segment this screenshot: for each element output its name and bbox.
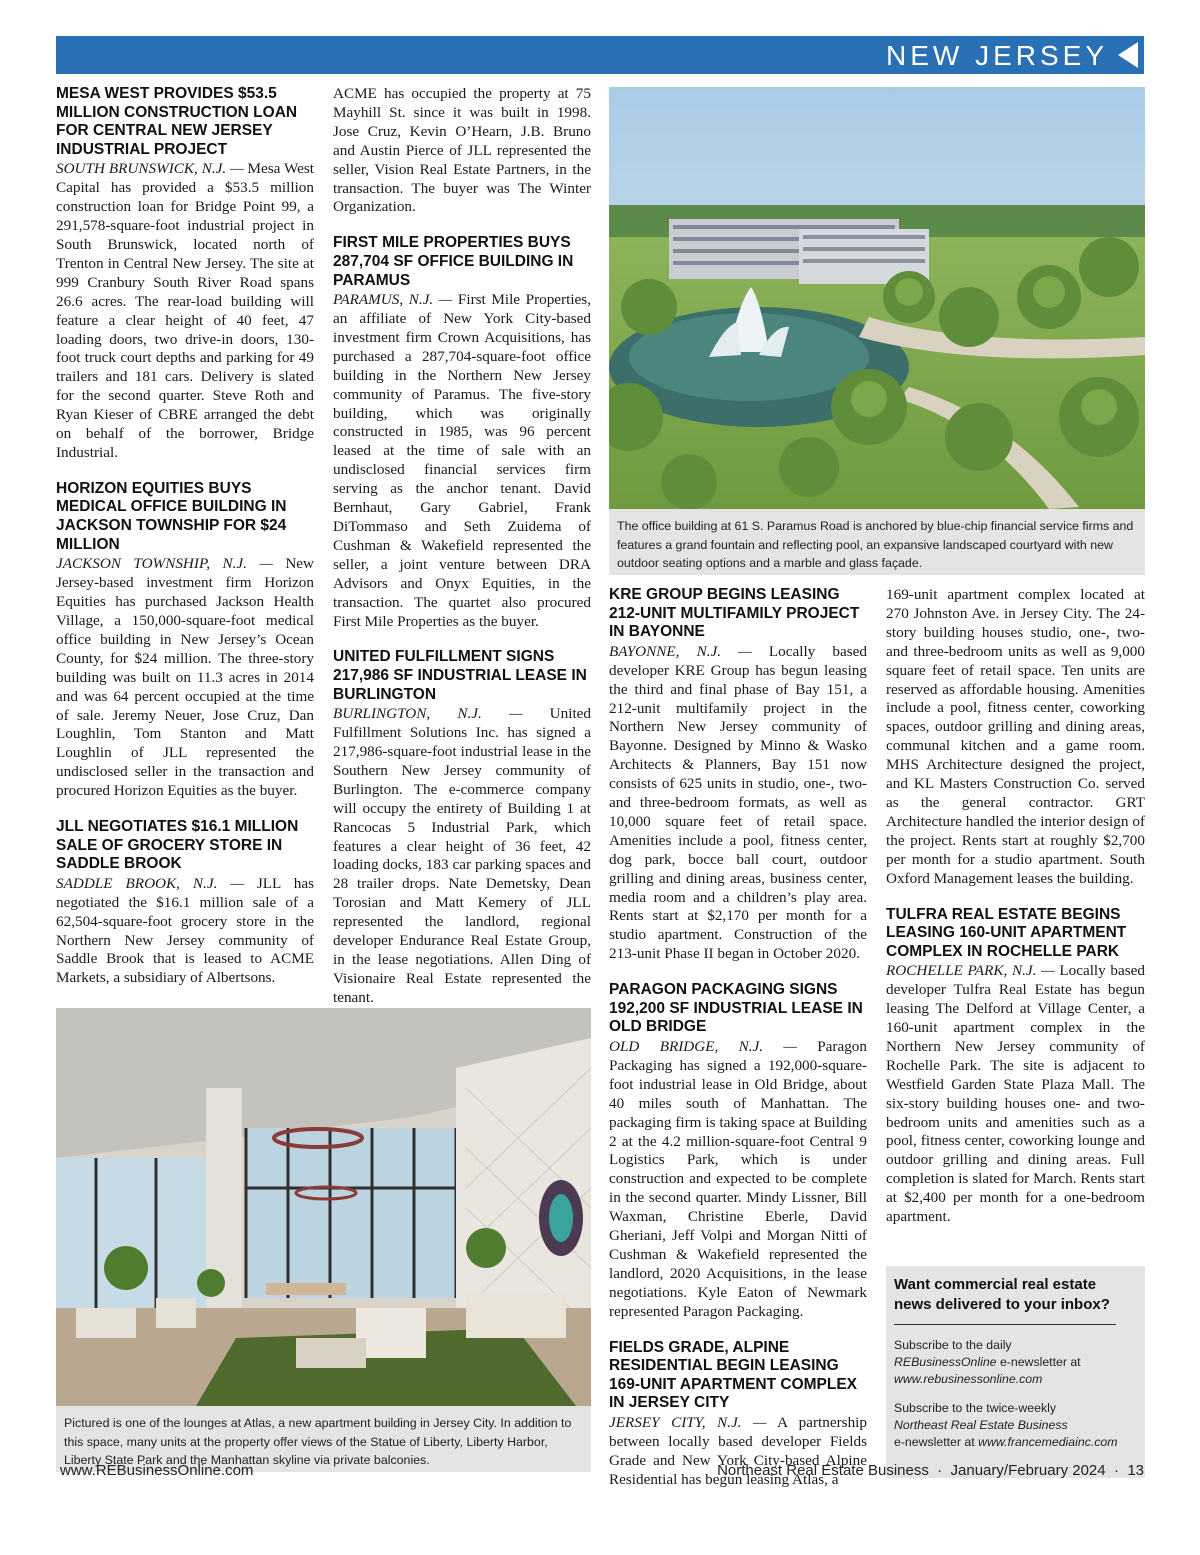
footer-separator: · [1109,1462,1124,1479]
article-united-fulfillment [333,648,591,1007]
article-text: 169-unit apartment complex located at 270 Johnston Ave. in Jersey City. The 24-story building houses studio, one-, two- and three-bedroom units as well as 9,000 square feet of retail space. Ten units are reserved as affordable housing. Amenities include a pool, fitness center, coworking spaces, outdoor grilling and dining areas, communal kitchen and a game room. MHS Architecture designed the project, and KL Masters Construction Co. served as the general contractor. GRT Architecture handled the interior design of the project. Rents start at roughly $2,700 per month for a studio apartment. South Oxford Management leases the building. [886,586,1145,887]
article-kre-group [609,586,867,964]
article-text: ACME has occupied the property at 75 Mayhill St. since it was built in 1998. Jose Cruz, Kevin O’Hearn, J.B. Bruno and Austin Pierce of JLL represented the seller, Vision Real Estate Partners, in the transaction. The buyer was The Winter Organization. [333,85,591,216]
footer-publication: Northeast Real Estate Business [717,1462,929,1479]
article-headline: JLL NEGOTIATES $16.1 MILLION SALE OF GROCERY STORE IN SADDLE BROOK [56,818,299,873]
left-arrow-icon [1118,42,1138,68]
article-dateline: JACKSON TOWNSHIP, N.J. — [56,555,273,573]
article-text: Paragon Packaging has signed a 192,000-square-foot industrial lease in Old Bridge, about 40 miles south of Manhattan. The packaging firm is taking space at Building 2 at the 4.2 million-square-foot Central 9 Logistics Park, which is under construction and expected to be complete in the second quarter. Mindy Lissner, Bill Waxman, Christine Eberle, David Gheriani, Jeff Volpi and Morgan Nitti of Cushman & Wakefield represented the landlord, 2020 Acquisitions, in the lease negotiations. Kyle Eaton of Newmark represented Paragon Packaging. [609,1037,867,1320]
article-body [56,160,314,463]
promo-weekly-intro: Subscribe to the twice-weekly [894,1401,1056,1415]
lounge-photo [56,1008,591,1406]
article-text: Locally based developer Tulfra Real Estate has begun leasing The Delford at Village Center, a 160-unit apartment complex in the Northern New Jersey community of Rochelle Park. The site is adjacent to Westfield Garden State Plaza Mall. The six-story building houses one- and two-bedroom units and amenities such as a pool, fitness center, coworking lounge and outdoor grilling and dining areas. Full completion is slated for March. Rents start at $2,400 per month for a one-bedroom apartment. [886,962,1146,1226]
column-2 [333,85,591,1025]
article-body [333,291,591,631]
article-headline: UNITED FULFILLMENT SIGNS 217,986 SF INDUSTRIAL LEASE IN BURLINGTON [333,648,587,703]
column-1 [56,85,314,1005]
article-dateline: BAYONNE, N.J. — [609,642,752,660]
article-first-mile [333,234,591,631]
article-headline: HORIZON EQUITIES BUYS MEDICAL OFFICE BUILDING IN JACKSON TOWNSHIP FOR $24 MILLION [56,479,287,553]
article-headline: FIRST MILE PROPERTIES BUYS 287,704 SF OFFICE BUILDING IN PARAMUS [333,234,574,289]
article-text: A partnership between locally based developer Fields Grade and New York City-based Alpine Residential has begun leasing Atlas, a [609,1413,867,1488]
article-text: Mesa West Capital has provided a $53.5 million construction loan for Bridge Point 99, a 291,578-square-foot industrial project in South Brunswick, located north of Trenton in Central New Jersey. The site at 999 Cranbury South River Road spans 26.6 acres. The rear-load building will feature a clear height of 40 feet, 47 loading doors, two drive-in doors, 130-foot truck court depths and parking for 49 trailers and 181 cars. Delivery is slated for the second quarter. Steve Roth and Ryan Kieser of CBRE arranged the debt on behalf of the borrower, Bridge Industrial. [56,160,314,461]
article-headline: TULFRA REAL ESTATE BEGINS LEASING 160-UNIT APARTMENT COMPLEX IN ROCHELLE PARK [886,905,1127,960]
footer-separator: · [933,1462,947,1479]
footer-website[interactable]: www.REBusinessOnline.com [60,1462,254,1479]
article-mesa-west [56,85,314,463]
article-body [886,962,1145,1227]
article-continued [333,85,591,217]
article-continued [886,586,1145,889]
promo-daily [894,1337,1135,1388]
footer-meta [717,1462,1144,1479]
article-text: First Mile Properties, an affiliate of New York City-based investment firm Crown Acquisitions, has purchased a 287,704-square-foot office building in the Northern New Jersey community of Paramus. The five-story building, which was originally constructed in 1985, was 96 percent leased at the time of sale with an undisclosed financial services firm serving as the anchor tenant. David Bernhaut, Gary Gabriel, Frank DiTommaso and Seth Zuidema of Cushman & Wakefield represented the seller, a joint venture between DRA Advisors and Onyx Equities, in the transaction. The quartet also procured First Mile Properties as the buyer. [333,291,591,630]
promo-daily-link[interactable]: www.rebusinessonline.com [894,1372,1043,1386]
article-headline: MESA WEST PROVIDES $53.5 MILLION CONSTRUCTION LOAN FOR CENTRAL NEW JERSEY INDUSTRIAL PROJECT [56,85,298,158]
article-text: Locally based developer KRE Group has begun leasing the third and final phase of Bay 151, a 212-unit multifamily project in the Northern New Jersey community of Bayonne. Designed by Minno & Wasko Architects & Planners, Bay 151 now consists of 625 units in studio, one-, two- and three-bedroom formats, as well as 10,000 square feet of retail space. Amenities include a pool, fitness center, dog park, bocce ball court, outdoor grilling and dining areas, business center, media room and a children’s play area. Rents start at $2,170 per month for a studio apartment. Construction of the 213-unit Phase II began in October 2020. [609,642,868,963]
promo-weekly-mid: e-newsletter at [894,1435,979,1449]
article-text: United Fulfillment Solutions Inc. has signed a 217,986-square-foot industrial lease in the Southern New Jersey community of Burlington. The e-commerce company will occupy the entirety of Building 1 at Rancocas 5 Industrial Park, which features a clear height of 36 feet, 42 loading docks, 183 car parking spaces and 28 trailer drops. Nate Demetsky, Dean Torosian and Matt Kemery of JLL represented the landlord, regional developer Endurance Real Estate Group, in the lease negotiations. Allen Ding of Visionaire Real Estate represented the tenant. [333,705,591,1006]
article-body [56,555,314,801]
article-body [56,875,314,988]
article-dateline: SOUTH BRUNSWICK, N.J. — [56,160,244,178]
section-title: NEW JERSEY [885,40,1108,71]
article-headline: KRE GROUP BEGINS LEASING 212-UNIT MULTIFAMILY PROJECT IN BAYONNE [609,586,860,641]
article-headline: PARAGON PACKAGING SIGNS 192,200 SF INDUSTRIAL LEASE IN OLD BRIDGE [609,981,863,1036]
article-text: JLL has negotiated the $16.1 million sale of a 62,504-square-foot grocery store in the Northern New Jersey community of Saddle Brook that is leased to ACME Markets, a subsidiary of Albertsons. [56,874,314,987]
article-body [609,1038,867,1322]
footer-page-number: 13 [1127,1462,1144,1479]
article-tulfra [886,906,1145,1227]
column-3 [609,586,867,1507]
article-dateline: SADDLE BROOK, N.J. — [56,874,244,892]
promo-weekly-link[interactable]: www.francemediainc.com [978,1435,1118,1449]
promo-daily-publication: REBusinessOnline [894,1355,997,1369]
article-text: New Jersey-based investment firm Horizon Equities has purchased Jackson Health Village, a 150,000-square-foot medical office building in New Jersey’s Ocean County, for $24 million. The three-story building was built on 11.3 acres in 2014 and was 64 percent occupied at the time of sale. Jeremy Neuer, Jose Cruz, Dan Loughlin, Tom Stanton and Matt Loughlin of JLL represented the undisclosed seller in the transaction and procured Horizon Equities as the buyer. [56,555,315,800]
promo-daily-mid: e-newsletter at [996,1355,1081,1369]
article-paragon-packaging [609,981,867,1321]
article-dateline: BURLINGTON, N.J. — [333,705,523,723]
article-body [333,705,591,1008]
newsletter-promo [886,1266,1145,1478]
article-jll-saddle-brook [56,818,314,988]
article-dateline: PARAMUS, N.J. — [333,291,453,309]
promo-weekly [894,1400,1135,1451]
article-headline: FIELDS GRADE, ALPINE RESIDENTIAL BEGIN LEASING 169-UNIT APARTMENT COMPLEX IN JERSEY CITY [609,1338,858,1412]
office-campus-photo [609,87,1145,509]
footer-issue: January/February 2024 [950,1462,1106,1479]
article-horizon-equities [56,480,314,801]
article-dateline: JERSEY CITY, N.J. — [609,1413,767,1431]
lounge-photo-caption: Pictured is one of the lounges at Atlas, a new apartment building in Jersey City. In addition to this space, many units at the property offer views of the Statue of Liberty, Liberty Harbor, Liberty State Park and the Manhattan skyline via private balconies. [56,1406,591,1472]
promo-daily-intro: Subscribe to the daily [894,1338,1012,1352]
promo-headline: Want commercial real estate news delivered to your inbox? [894,1276,1110,1313]
column-4 [886,586,1145,1244]
article-dateline: OLD BRIDGE, N.J. — [609,1037,797,1055]
section-band [56,36,1144,74]
office-photo-caption: The office building at 61 S. Paramus Road is anchored by blue-chip financial service firms and features a grand fountain and reflecting pool, an expansive landscaped courtyard with new outdoor seating options and a marble and glass façade. [609,509,1145,575]
promo-divider [894,1324,1116,1325]
promo-weekly-publication: Northeast Real Estate Business [894,1418,1068,1432]
article-dateline: ROCHELLE PARK, N.J. — [886,962,1055,980]
article-body [609,643,867,964]
